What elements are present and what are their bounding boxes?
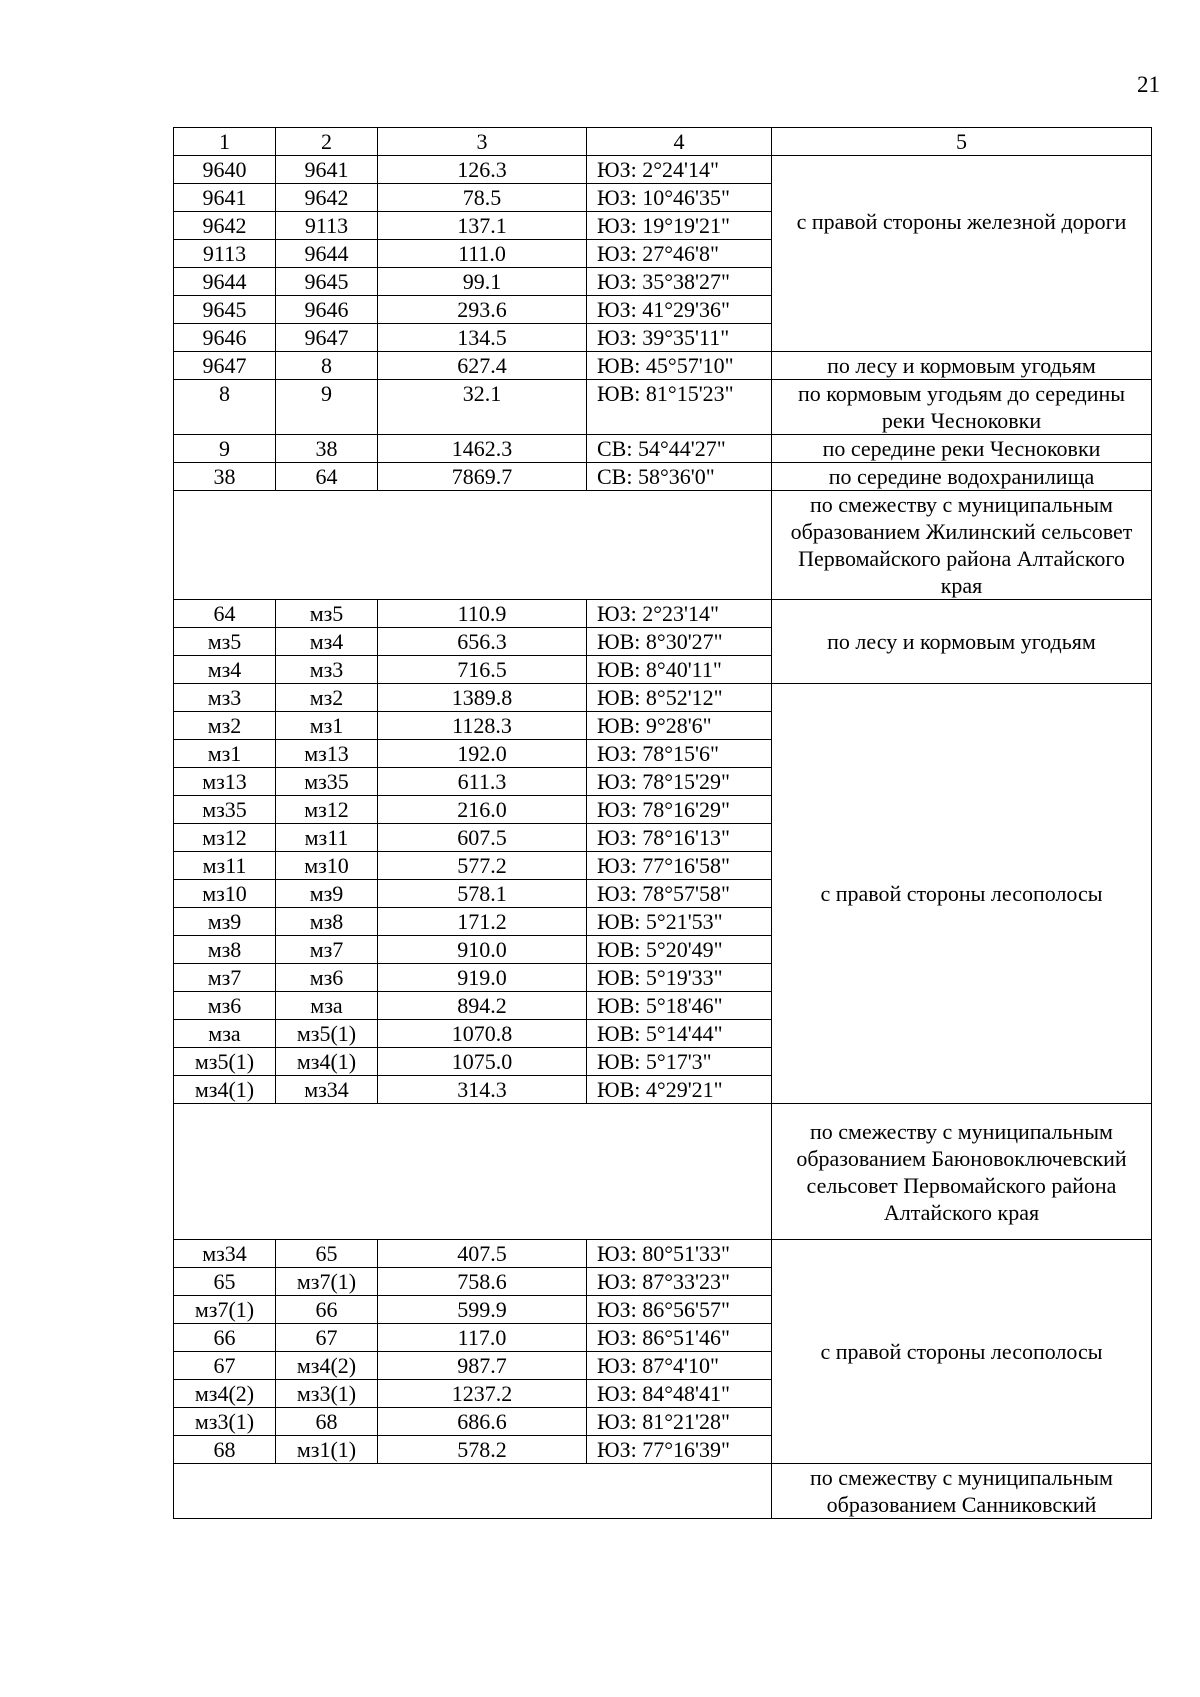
point-from: 9641 <box>174 184 276 212</box>
bearing: ЮВ: 5°21'53" <box>587 908 772 936</box>
segment-length: 611.3 <box>378 768 587 796</box>
adjacency-row <box>174 1104 1152 1240</box>
segment-length: 1389.8 <box>378 684 587 712</box>
boundary-description: с правой стороны лесополосы <box>772 684 1152 1104</box>
segment-length: 7869.7 <box>378 463 587 491</box>
point-to: мз12 <box>276 796 378 824</box>
point-to: 9642 <box>276 184 378 212</box>
bearing: ЮВ: 8°30'27" <box>587 628 772 656</box>
header-row <box>174 128 1152 156</box>
point-from: мз7(1) <box>174 1296 276 1324</box>
bearing: ЮЗ: 78°15'29" <box>587 768 772 796</box>
point-to: мз9 <box>276 880 378 908</box>
segment-length: 577.2 <box>378 852 587 880</box>
segment-length: 578.1 <box>378 880 587 908</box>
segment-length: 607.5 <box>378 824 587 852</box>
column-header: 2 <box>276 128 378 156</box>
bearing: ЮВ: 4°29'21" <box>587 1076 772 1104</box>
segment-length: 578.2 <box>378 1436 587 1464</box>
segment-length: 627.4 <box>378 352 587 380</box>
point-to: 9645 <box>276 268 378 296</box>
point-to: 66 <box>276 1296 378 1324</box>
bearing: ЮЗ: 27°46'8" <box>587 240 772 268</box>
point-from: мз6 <box>174 992 276 1020</box>
bearing: ЮЗ: 77°16'39" <box>587 1436 772 1464</box>
point-from: 9645 <box>174 296 276 324</box>
point-from: 9647 <box>174 352 276 380</box>
point-to: 67 <box>276 1324 378 1352</box>
table-row <box>174 435 1152 463</box>
point-from: 9 <box>174 435 276 463</box>
point-from: 9646 <box>174 324 276 352</box>
bearing: ЮВ: 5°19'33" <box>587 964 772 992</box>
adjacency-row <box>174 1464 1152 1519</box>
point-to: 38 <box>276 435 378 463</box>
point-to: мз2 <box>276 684 378 712</box>
point-to: мз10 <box>276 852 378 880</box>
bearing: ЮВ: 5°18'46" <box>587 992 772 1020</box>
point-to: мз4 <box>276 628 378 656</box>
point-to: мз1(1) <box>276 1436 378 1464</box>
bearing: ЮВ: 5°17'3" <box>587 1048 772 1076</box>
segment-length: 171.2 <box>378 908 587 936</box>
point-from: мз3(1) <box>174 1408 276 1436</box>
point-from: мз4(2) <box>174 1380 276 1408</box>
segment-length: 407.5 <box>378 1240 587 1268</box>
column-header: 3 <box>378 128 587 156</box>
point-from: мз13 <box>174 768 276 796</box>
boundary-description: по лесу и кормовым угодьям <box>772 352 1152 380</box>
point-from: мз35 <box>174 796 276 824</box>
bearing: ЮВ: 9°28'6" <box>587 712 772 740</box>
table-row <box>174 156 1152 184</box>
point-from: 64 <box>174 600 276 628</box>
bearing: ЮВ: 81°15'23" <box>587 380 772 435</box>
segment-length: 716.5 <box>378 656 587 684</box>
point-from: мз2 <box>174 712 276 740</box>
point-to: мз5 <box>276 600 378 628</box>
table-row <box>174 600 1152 628</box>
segment-length: 293.6 <box>378 296 587 324</box>
segment-length: 910.0 <box>378 936 587 964</box>
segment-length: 111.0 <box>378 240 587 268</box>
segment-length: 987.7 <box>378 1352 587 1380</box>
boundary-description: с правой стороны железной дороги <box>772 156 1152 352</box>
bearing: СВ: 54°44'27" <box>587 435 772 463</box>
bearing: ЮЗ: 77°16'58" <box>587 852 772 880</box>
bearing: ЮЗ: 86°56'57" <box>587 1296 772 1324</box>
page-number: 21 <box>1137 72 1160 97</box>
point-from: мз1 <box>174 740 276 768</box>
segment-length: 686.6 <box>378 1408 587 1436</box>
point-from: мз4(1) <box>174 1076 276 1104</box>
bearing: СВ: 58°36'0" <box>587 463 772 491</box>
segment-length: 137.1 <box>378 212 587 240</box>
point-from: 9642 <box>174 212 276 240</box>
bearing: ЮЗ: 10°46'35" <box>587 184 772 212</box>
point-to: мз7(1) <box>276 1268 378 1296</box>
bearing: ЮЗ: 87°4'10" <box>587 1352 772 1380</box>
point-to: мз8 <box>276 908 378 936</box>
point-to: мз4(1) <box>276 1048 378 1076</box>
bearing: ЮВ: 8°40'11" <box>587 656 772 684</box>
segment-length: 758.6 <box>378 1268 587 1296</box>
table-row <box>174 463 1152 491</box>
segment-length: 314.3 <box>378 1076 587 1104</box>
point-from: мз5(1) <box>174 1048 276 1076</box>
point-to: мз3 <box>276 656 378 684</box>
segment-length: 894.2 <box>378 992 587 1020</box>
point-from: 38 <box>174 463 276 491</box>
segment-length: 78.5 <box>378 184 587 212</box>
point-to: мз3(1) <box>276 1380 378 1408</box>
segment-length: 1128.3 <box>378 712 587 740</box>
table-row <box>174 352 1152 380</box>
point-to: мза <box>276 992 378 1020</box>
bearing: ЮЗ: 78°57'58" <box>587 880 772 908</box>
bearing: ЮЗ: 87°33'23" <box>587 1268 772 1296</box>
point-from: мз7 <box>174 964 276 992</box>
segment-length: 117.0 <box>378 1324 587 1352</box>
point-to: мз1 <box>276 712 378 740</box>
boundary-description: по середине реки Чесноковки <box>772 435 1152 463</box>
bearing: ЮВ: 8°52'12" <box>587 684 772 712</box>
segment-length: 110.9 <box>378 600 587 628</box>
bearing: ЮЗ: 35°38'27" <box>587 268 772 296</box>
point-from: мз11 <box>174 852 276 880</box>
segment-length: 1070.8 <box>378 1020 587 1048</box>
point-to: мз5(1) <box>276 1020 378 1048</box>
point-to: 9641 <box>276 156 378 184</box>
empty-cell <box>174 1464 772 1519</box>
boundary-description: с правой стороны лесополосы <box>772 1240 1152 1464</box>
segment-length: 134.5 <box>378 324 587 352</box>
bearing: ЮЗ: 78°16'29" <box>587 796 772 824</box>
point-to: 8 <box>276 352 378 380</box>
point-to: 9644 <box>276 240 378 268</box>
column-header: 4 <box>587 128 772 156</box>
bearing: ЮВ: 5°20'49" <box>587 936 772 964</box>
column-header: 1 <box>174 128 276 156</box>
point-from: 65 <box>174 1268 276 1296</box>
segment-length: 1237.2 <box>378 1380 587 1408</box>
segment-length: 656.3 <box>378 628 587 656</box>
bearing: ЮЗ: 19°19'21" <box>587 212 772 240</box>
segment-length: 32.1 <box>378 380 587 435</box>
point-from: мза <box>174 1020 276 1048</box>
point-from: 9113 <box>174 240 276 268</box>
point-from: мз10 <box>174 880 276 908</box>
adjacency-description: по смежеству с муниципальным образованием Баюновоключевский сельсовет Первомайского района Алтайского края <box>772 1104 1152 1240</box>
point-to: мз6 <box>276 964 378 992</box>
bearing: ЮВ: 5°14'44" <box>587 1020 772 1048</box>
adjacency-description: по смежеству с муниципальным образованием Санниковский <box>772 1464 1152 1519</box>
table-row <box>174 1240 1152 1268</box>
boundary-table <box>173 127 1152 1519</box>
point-from: мз3 <box>174 684 276 712</box>
point-from: 67 <box>174 1352 276 1380</box>
point-from: мз4 <box>174 656 276 684</box>
bearing: ЮЗ: 2°24'14" <box>587 156 772 184</box>
bearing: ЮЗ: 81°21'28" <box>587 1408 772 1436</box>
bearing: ЮЗ: 2°23'14" <box>587 600 772 628</box>
segment-length: 1462.3 <box>378 435 587 463</box>
point-from: 68 <box>174 1436 276 1464</box>
point-to: мз11 <box>276 824 378 852</box>
bearing: ЮЗ: 78°15'6" <box>587 740 772 768</box>
point-to: 65 <box>276 1240 378 1268</box>
point-to: 9113 <box>276 212 378 240</box>
point-from: мз12 <box>174 824 276 852</box>
bearing: ЮВ: 45°57'10" <box>587 352 772 380</box>
bearing: ЮЗ: 84°48'41" <box>587 1380 772 1408</box>
bearing: ЮЗ: 86°51'46" <box>587 1324 772 1352</box>
point-to: мз35 <box>276 768 378 796</box>
point-from: мз8 <box>174 936 276 964</box>
boundary-description: по лесу и кормовым угодьям <box>772 600 1152 684</box>
bearing: ЮЗ: 39°35'11" <box>587 324 772 352</box>
point-from: мз9 <box>174 908 276 936</box>
adjacency-row <box>174 491 1152 600</box>
point-to: мз4(2) <box>276 1352 378 1380</box>
point-from: 8 <box>174 380 276 435</box>
segment-length: 599.9 <box>378 1296 587 1324</box>
segment-length: 99.1 <box>378 268 587 296</box>
adjacency-description: по смежеству с муниципальным образованием Жилинский сельсовет Первомайского района Алтайского края <box>772 491 1152 600</box>
point-from: 9640 <box>174 156 276 184</box>
table-row <box>174 684 1152 712</box>
bearing: ЮЗ: 41°29'36" <box>587 296 772 324</box>
point-to: мз7 <box>276 936 378 964</box>
segment-length: 919.0 <box>378 964 587 992</box>
boundary-description: по кормовым угодьям до середины реки Чесноковки <box>772 380 1152 435</box>
point-to: 9 <box>276 380 378 435</box>
point-to: 68 <box>276 1408 378 1436</box>
table-row <box>174 380 1152 435</box>
point-to: 9647 <box>276 324 378 352</box>
point-to: 64 <box>276 463 378 491</box>
bearing: ЮЗ: 80°51'33" <box>587 1240 772 1268</box>
point-from: мз5 <box>174 628 276 656</box>
point-to: мз34 <box>276 1076 378 1104</box>
point-from: 9644 <box>174 268 276 296</box>
column-header: 5 <box>772 128 1152 156</box>
point-to: мз13 <box>276 740 378 768</box>
boundary-description: по середине водохранилища <box>772 463 1152 491</box>
segment-length: 192.0 <box>378 740 587 768</box>
point-from: 66 <box>174 1324 276 1352</box>
empty-cell <box>174 1104 772 1240</box>
bearing: ЮЗ: 78°16'13" <box>587 824 772 852</box>
point-to: 9646 <box>276 296 378 324</box>
empty-cell <box>174 491 772 600</box>
segment-length: 126.3 <box>378 156 587 184</box>
segment-length: 216.0 <box>378 796 587 824</box>
segment-length: 1075.0 <box>378 1048 587 1076</box>
point-from: мз34 <box>174 1240 276 1268</box>
